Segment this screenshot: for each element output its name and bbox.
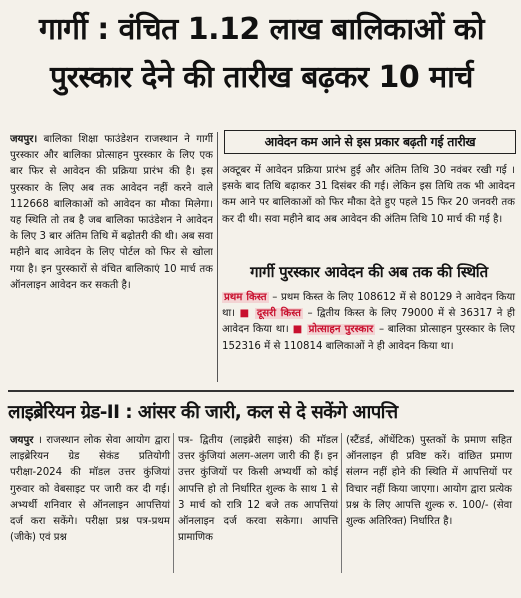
timeline-heading-box: आवेदन कम आने से इस प्रकार बढ़ती गई तारीख (224, 130, 516, 154)
timeline-paragraph: अक्टूबर में आवेदन प्रक्रिया प्रारंभ हुई और अंतिम तिथि 30 नवंबर रखी गई । इसके बाद तिथि बढ़ाकर 31 दिसंबर की गई। लेकिन इस तिथि तक भी आवेदन कम आने पर बालिकाओं को फिर मौका देते हुए पहले 15 फिर 20 जनवरी तक कर दी थी। सवा महीने बाद अब आवेदन की अंतिम तिथि 10 मार्च की गई है। (222, 165, 515, 225)
dateline: जयपुर। (10, 134, 38, 145)
dateline: जयपुर (10, 435, 34, 446)
second-installment-label: दूसरी किस्त (256, 308, 301, 320)
separator-icon: ■ (292, 324, 303, 336)
section-divider (8, 390, 514, 392)
lead-text: बालिका शिक्षा फाउंडेशन राजस्थान ने गार्गी पुरस्कार और बालिका प्रोत्साहन पुरस्कार के लिए एक बार फिर से आवेदन की प्रक्रिया प्रारंभ की है। इस पुरस्कार के लिए अब तक आवेदन नहीं करने वाले 112668 बालिकाओं को आवेदन का मौका मिलेगा। यह स्थिति तो तब है जब बालिका फाउंडेशन ने आवेदन के लिए 3 बार अंतिम तिथि में बढ़ोतरी की थी। अब सवा महीने बाद आवेदन के लिए पोर्टल को फिर से खोला गया है। इन पुरस्कारों से वंचित बालिकाएं 10 मार्च तक ऑनलाइन आवेदन कर सकती है। (10, 134, 213, 291)
headline-line-2: पुरस्कार देने की तारीख बढ़कर 10 मार्च (50, 60, 473, 95)
status-paragraph (222, 290, 515, 355)
status-heading: गार्गी पुरस्कार आवेदन की अब तक की स्थिति (250, 263, 488, 281)
incentive-award-text: – बालिका प्रोत्साहन पुरस्कार के लिए 152316 में से 110814 बालिकाओं ने ही आवेदन किया था। (222, 324, 515, 352)
first-installment-label: प्रथम किस्त (224, 292, 267, 303)
column-divider (341, 433, 342, 573)
story2-text-1: । राजस्थान लोक सेवा आयोग द्वारा लाइब्रेरियन ग्रेड सेकंड प्रतियोगी परीक्षा-2024 की मॉडल उत्तर कुंजियां गुरुवार को वेबसाइट पर जारी कर दी गई। अभ्यर्थी शनिवार से ऑनलाइन आपत्तियां दर्ज करा सकेंगे। परीक्षा प्रश्न पत्र-प्रथम (जीके) एवं प्रश्न (10, 435, 170, 544)
story2-column-1 (10, 433, 170, 546)
main-headline (10, 6, 513, 102)
headline-line-1: गार्गी : वंचित 1.12 लाख बालिकाओं को (38, 12, 485, 47)
lead-paragraph (10, 132, 213, 387)
secondary-headline: लाइब्रेरियन ग्रेड-II : आंसर की जारी, कल से दे सकेंगे आपत्ति (8, 402, 398, 423)
separator-icon: ■ (239, 308, 251, 320)
first-installment-text: – प्रथम किस्त के लिए 108612 में से 80129 ने आवेदन किया था। (222, 292, 515, 320)
column-divider (217, 132, 218, 382)
incentive-award-label: प्रोत्साहन पुरस्कार (308, 324, 374, 336)
column-divider (173, 433, 174, 573)
second-installment-text: – द्वितीय किस्त के लिए 79000 में से 36317 ने ही आवेदन किया था। (222, 308, 515, 336)
story2-column-2: पत्र- द्वितीय (लाइब्रेरी साइंस) की मॉडल उत्तर कुंजियां अलग-अलग जारी की हैं। इन उत्तर कुंजियों पर किसी अभ्यर्थी को कोई आपत्ति हो तो निर्धारित शुल्क के साथ 1 से 3 मार्च को रात्रि 12 बजे तक आपत्तियां ऑनलाइन दर्ज करवा सकेगा। आपत्ति प्रामाणिक (178, 435, 338, 544)
story2-column-3: (स्टैंडर्ड, ऑथेंटिक) पुस्तकों के प्रमाण सहित ऑनलाइन ही प्रविष्ट करें। वांछित प्रमाण संलग्न नहीं होने की स्थिति में आपत्तियों पर विचार नहीं किया जाएगा। आयोग द्वारा प्रत्येक प्रश्न के लिए आपत्ति शुल्क रु. 100/- (सेवा शुल्क अतिरिक्त) निर्धारित है। (346, 435, 512, 528)
